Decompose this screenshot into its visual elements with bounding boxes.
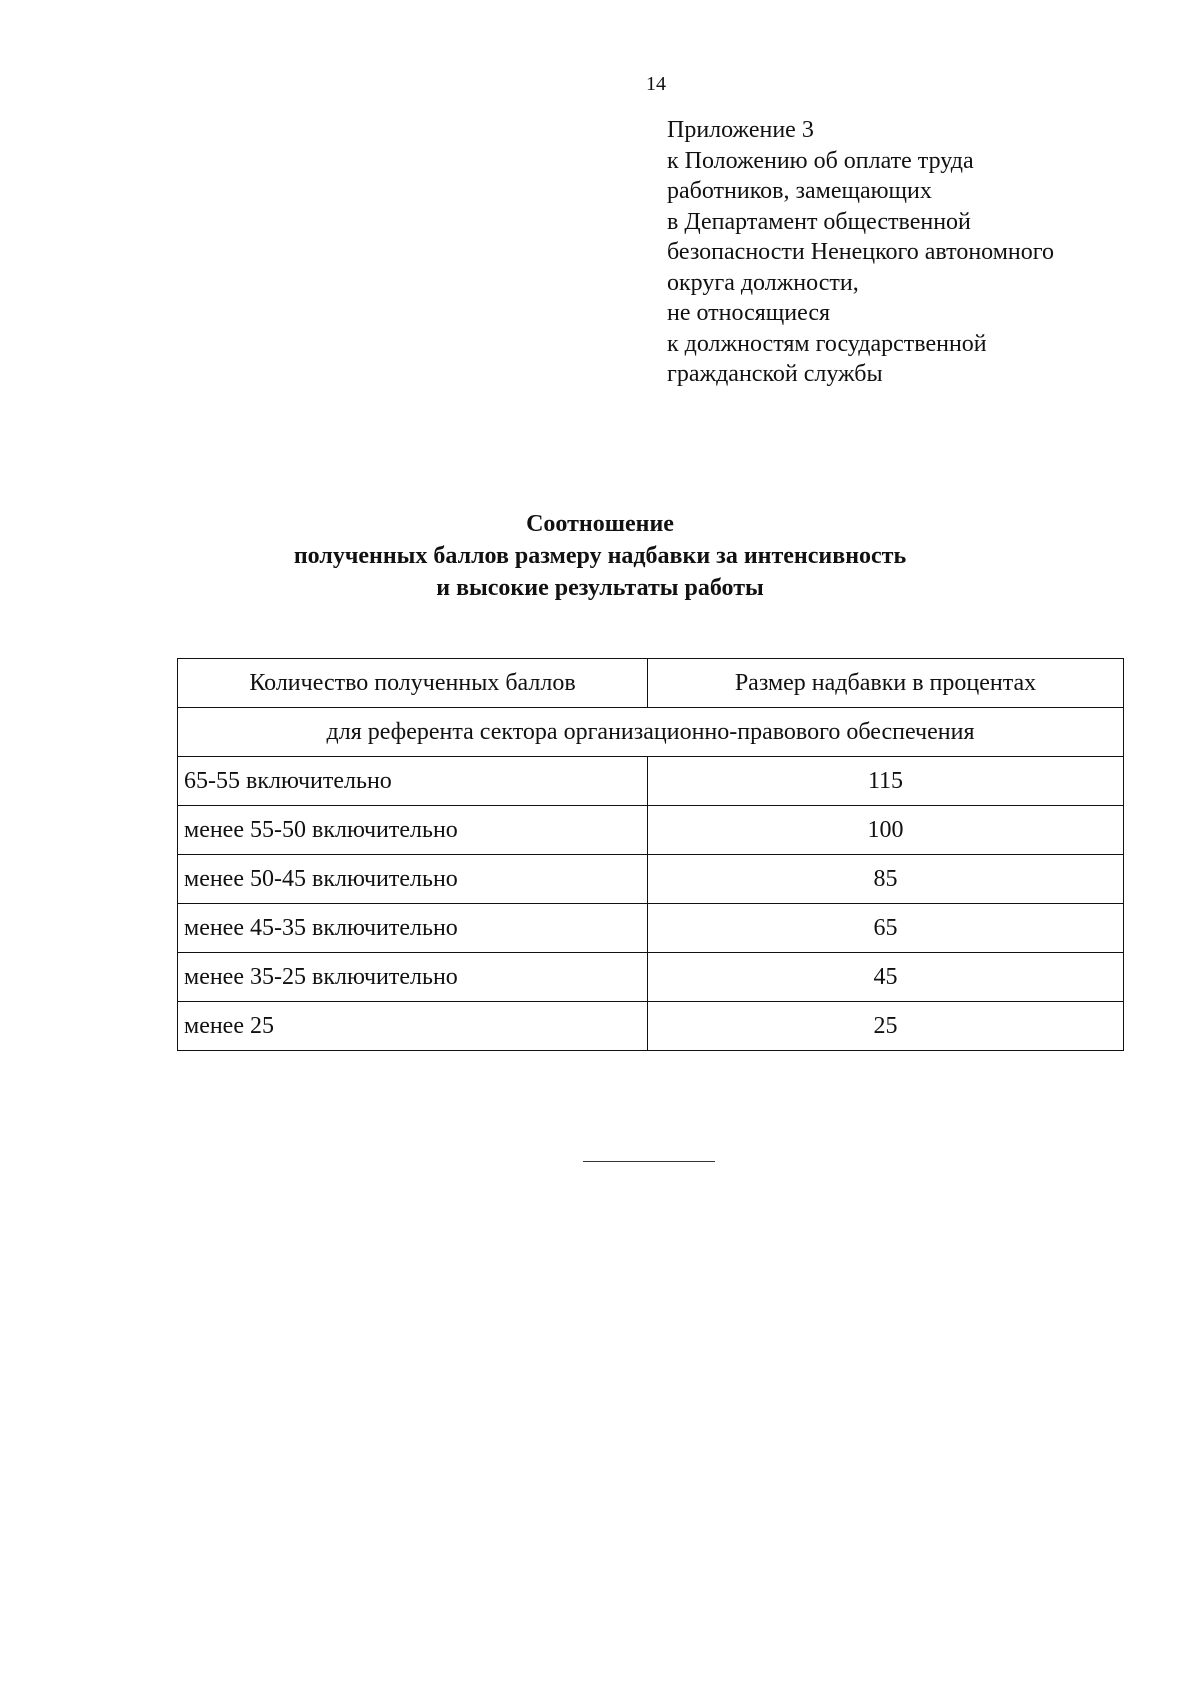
table-row — [178, 953, 1124, 1002]
table-row — [178, 855, 1124, 904]
appendix-header — [667, 115, 1054, 390]
table-section-row — [178, 708, 1124, 757]
section-label: для референта сектора организационно-правового обеспечения — [178, 708, 1124, 757]
percent-cell: 115 — [648, 757, 1124, 806]
percent-cell: 85 — [648, 855, 1124, 904]
points-cell: менее 25 — [178, 1002, 648, 1051]
points-cell: менее 45-35 включительно — [178, 904, 648, 953]
appendix-line: к должностям государственной — [667, 330, 987, 357]
appendix-line: Приложение 3 — [667, 117, 814, 143]
title-line: Соотношение — [526, 511, 674, 537]
percent-cell: 25 — [648, 1002, 1124, 1051]
header-points: Количество полученных баллов — [178, 659, 648, 708]
appendix-line: безопасности Ненецкого автономного — [667, 239, 1054, 265]
table-row — [178, 806, 1124, 855]
percent-cell: 65 — [648, 904, 1124, 953]
table-header-row — [178, 659, 1124, 708]
appendix-line: в Департамент общественной — [667, 208, 971, 235]
table-row — [178, 757, 1124, 806]
points-cell: менее 35-25 включительно — [178, 953, 648, 1002]
appendix-line: работников, замещающих — [667, 178, 932, 204]
percent-cell: 45 — [648, 953, 1124, 1002]
document-title — [0, 508, 1200, 604]
header-percent: Размер надбавки в процентах — [648, 659, 1124, 708]
percent-cell: 100 — [648, 806, 1124, 855]
appendix-line: гражданской службы — [667, 361, 883, 387]
points-cell: менее 55-50 включительно — [178, 806, 648, 855]
page-number: 14 — [646, 73, 666, 95]
appendix-line: округа должности, — [667, 269, 859, 296]
title-line: и высокие результаты работы — [436, 575, 764, 601]
end-separator-line — [583, 1161, 715, 1162]
title-line: полученных баллов размеру надбавки за интенсивность — [293, 543, 907, 569]
points-cell: менее 50-45 включительно — [178, 855, 648, 904]
table-row — [178, 904, 1124, 953]
scores-table — [177, 658, 1124, 1051]
appendix-line: к Положению об оплате труда — [667, 147, 974, 174]
table-row — [178, 1002, 1124, 1051]
appendix-line: не относящиеся — [667, 300, 831, 326]
points-cell: 65-55 включительно — [178, 757, 648, 806]
